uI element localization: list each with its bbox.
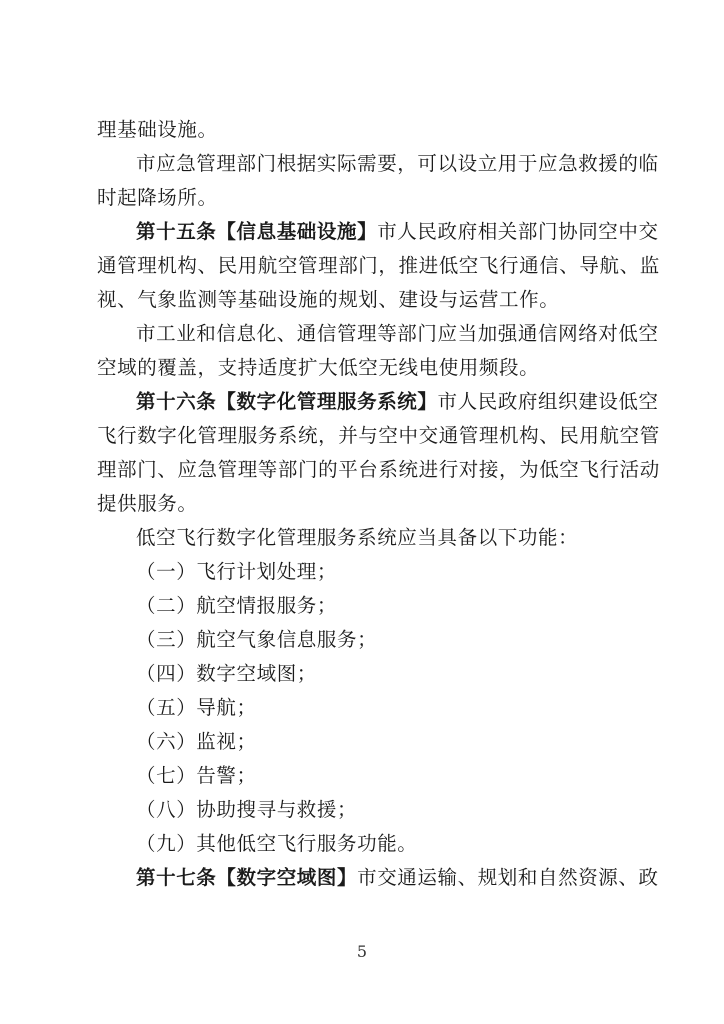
page-number: 5: [356, 942, 368, 961]
line-text: 市工业和信息化、通信管理等部门应当加强通信网络对低空: [136, 322, 659, 345]
list-item: [136, 590, 637, 622]
list-item-text: （四）数字空域图；: [136, 662, 317, 685]
text-line: [97, 488, 637, 520]
line-text: 市人民政府相关部门协同空中交: [377, 220, 659, 243]
article-heading: 第十六条【数字化管理服务系统】: [136, 390, 438, 413]
list-item: [136, 692, 637, 724]
article-heading: 第十五条【信息基础设施】: [136, 220, 378, 243]
text-line: [97, 352, 637, 384]
list-item-text: （八）协助搜寻与救援；: [136, 798, 358, 821]
article-line: [136, 862, 659, 894]
line-text: 低空飞行数字化管理服务系统应当具备以下功能：: [136, 526, 579, 549]
text-line: [97, 454, 660, 486]
list-item: [136, 794, 637, 826]
list-item: [136, 828, 637, 860]
line-text: 提供服务。: [97, 492, 198, 515]
list-item-text: （三）航空气象信息服务；: [136, 628, 378, 651]
text-line: [97, 420, 660, 452]
text-line: [97, 284, 637, 316]
text-line: [97, 250, 660, 282]
line-text: 市人民政府组织建设低空: [437, 390, 659, 413]
article-heading: 第十七条【数字空域图】: [136, 866, 358, 889]
line-text: 市应急管理部门根据实际需要，可以设立用于应急救援的临: [136, 152, 659, 175]
line-text: 通管理机构、民用航空管理部门，推进低空飞行通信、导航、监: [97, 254, 660, 277]
list-item-text: （九）其他低空飞行服务功能。: [136, 832, 418, 855]
list-item-text: （五）导航；: [136, 696, 257, 719]
line-text: 市交通运输、规划和自然资源、政: [357, 866, 659, 889]
line-text: 空域的覆盖，支持适度扩大低空无线电使用频段。: [97, 356, 540, 379]
list-item: [136, 726, 637, 758]
line-text: 理部门、应急管理等部门的平台系统进行对接，为低空飞行活动: [97, 458, 660, 481]
list-item-text: （六）监视；: [136, 730, 257, 753]
list-item-text: （二）航空情报服务；: [136, 594, 338, 617]
text-line: [97, 182, 637, 214]
list-item: [136, 624, 637, 656]
line-text: 理基础设施。: [97, 118, 218, 141]
text-line: [136, 522, 637, 554]
list-item: [136, 556, 637, 588]
text-line: [136, 148, 659, 180]
line-text: 时起降场所。: [97, 186, 218, 209]
list-item: [136, 658, 637, 690]
text-line: [97, 114, 637, 146]
article-line: [136, 216, 659, 248]
line-text: 飞行数字化管理服务系统，并与空中交通管理机构、民用航空管: [97, 424, 660, 447]
line-text: 视、气象监测等基础设施的规划、建设与运营工作。: [97, 288, 560, 311]
text-line: [136, 318, 659, 350]
list-item: [136, 760, 637, 792]
list-item-text: （七）告警；: [136, 764, 257, 787]
article-line: [136, 386, 659, 418]
list-item-text: （一）飞行计划处理；: [136, 560, 338, 583]
